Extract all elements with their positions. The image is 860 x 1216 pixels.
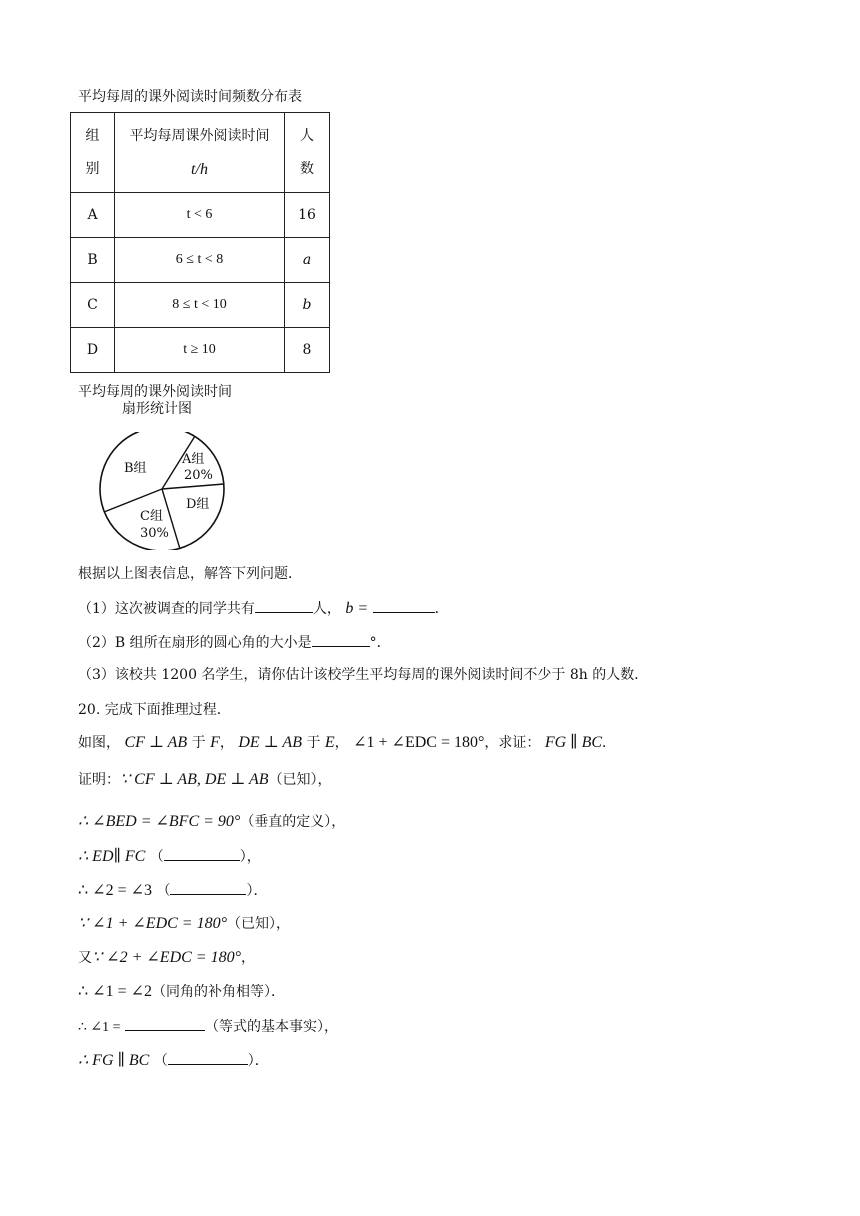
answer-blank[interactable] — [168, 1050, 248, 1065]
proof-6-also: 又 — [78, 950, 92, 966]
proof-9-math: ∴ FG ∥ BC — [78, 1052, 150, 1069]
range-cell: t ≥ 10 — [115, 328, 285, 373]
pie-label-c: C组 — [140, 509, 163, 524]
proof-1-math: ∵ CF ⊥ AB, DE ⊥ AB — [120, 771, 269, 788]
pie-subtitle: 扇形统计图 — [122, 401, 192, 417]
pie-label-a: A组 — [182, 452, 205, 467]
range-cell: 6 ≤ t < 8 — [115, 238, 285, 283]
table-row — [71, 283, 330, 328]
answer-blank[interactable] — [373, 598, 435, 613]
group-cell: D — [71, 328, 115, 373]
frequency-table — [70, 112, 330, 373]
proof-3-math: ∴ ED∥ FC — [78, 848, 146, 865]
proof-1-reason: （已知）， — [268, 772, 332, 788]
group-cell: C — [71, 283, 115, 328]
proof-5-reason: （已知）， — [226, 916, 290, 932]
q20-given-de: DE ⊥ AB — [238, 734, 302, 751]
q20-given-comma2: ， — [334, 735, 349, 751]
count-cell: a — [285, 238, 330, 283]
proof-8-math: ∴ ∠1 = — [78, 1020, 121, 1035]
proof-9-open: （ — [153, 1053, 168, 1069]
q20-given-e: E — [324, 734, 335, 751]
answer-blank[interactable] — [125, 1016, 205, 1031]
count-cell: b — [285, 283, 330, 328]
proof-line-5 — [78, 914, 290, 934]
pie-label-b: B组 — [124, 461, 147, 476]
proof-9-close: ）． — [247, 1053, 269, 1069]
header-count-line1: 人 — [300, 127, 314, 144]
table-row — [71, 238, 330, 283]
table-header-row — [71, 113, 330, 193]
q19-part3: （3）该校共 1200 名学生，请你估计该校学生平均每周的课外阅读时间不少于 8h 的人数． — [78, 667, 649, 683]
q19-part2 — [78, 632, 391, 653]
q20-given — [78, 733, 616, 753]
header-time-unit: t/h — [191, 160, 208, 178]
q19-p2-text: （2）B 组所在扇形的圆心角的大小是 — [78, 635, 312, 651]
header-time — [115, 113, 285, 193]
proof-line-1 — [78, 770, 332, 790]
header-count-line2: 数 — [300, 160, 314, 177]
count-cell: 8 — [285, 328, 330, 373]
header-group — [71, 113, 115, 193]
q19-p1-unit: 人， — [312, 601, 341, 617]
proof-line-8 — [78, 1016, 338, 1038]
proof-line-3 — [78, 846, 261, 867]
table-title: 平均每周的课外阅读时间频数分布表 — [78, 89, 302, 105]
group-cell: B — [71, 238, 115, 283]
pie-percent-a: 20% — [184, 468, 213, 483]
range-cell: 8 ≤ t < 10 — [115, 283, 285, 328]
proof-4-open: （ — [156, 883, 171, 899]
header-time-line1: 平均每周课外阅读时间 — [129, 127, 270, 144]
proof-3-open: （ — [149, 849, 164, 865]
answer-blank[interactable] — [255, 598, 313, 613]
q19-intro: 根据以上图表信息，解答下列问题． — [78, 566, 302, 582]
proof-8-reason: （等式的基本事实）， — [205, 1019, 338, 1035]
answer-blank[interactable] — [164, 846, 240, 861]
proof-3-close: ）， — [239, 849, 261, 865]
proof-7-math: ∴ ∠1 = ∠2 — [78, 983, 153, 1000]
proof-line-2 — [78, 812, 345, 832]
table-row — [71, 328, 330, 373]
q20-given-f: F — [210, 734, 220, 751]
count-cell: 16 — [285, 193, 330, 238]
q20-given-at: 于 — [191, 735, 206, 751]
range-cell: t < 6 — [115, 193, 285, 238]
group-cell: A — [71, 193, 115, 238]
proof-4-math: ∴ ∠2 = ∠3 — [78, 882, 153, 899]
proof-label: 证明： — [78, 772, 120, 788]
q20-given-goal: FG ∥ BC — [544, 734, 603, 751]
q20-given-angle: ∠1 + ∠EDC = 180° — [353, 734, 485, 751]
q20-given-end: ． — [602, 735, 617, 751]
proof-6-math: ∵ ∠2 + ∠EDC = 180° — [92, 949, 241, 966]
proof-line-7 — [78, 982, 285, 1002]
proof-6-comma: ， — [240, 950, 255, 966]
q19-part1 — [78, 598, 449, 619]
pie-percent-c: 30% — [140, 526, 169, 541]
proof-line-9 — [78, 1050, 269, 1071]
q20-given-prove: ，求证： — [484, 735, 541, 751]
header-group-line2: 别 — [85, 160, 100, 177]
proof-2-reason: （垂直的定义）， — [240, 814, 346, 830]
proof-2-math: ∴ ∠BED = ∠BFC = 90° — [78, 813, 241, 830]
q19-p1-text: （1）这次被调查的同学共有 — [78, 601, 255, 617]
q19-p2-end: °． — [369, 635, 391, 651]
q19-p1-b-label: b = — [345, 600, 369, 617]
table-row — [71, 193, 330, 238]
q20-given-cf: CF ⊥ AB — [124, 734, 188, 751]
proof-4-close: ）． — [246, 883, 268, 899]
header-group-line1: 组 — [85, 127, 100, 144]
q20-heading: 20. 完成下面推理过程． — [78, 702, 231, 718]
header-count — [285, 113, 330, 193]
proof-line-6 — [78, 948, 255, 968]
proof-7-reason: （同角的补角相等）． — [152, 984, 286, 1000]
answer-blank[interactable] — [170, 880, 246, 895]
proof-line-4 — [78, 880, 267, 901]
q19-p1-end: ． — [434, 601, 449, 617]
q20-given-text: 如图， — [78, 735, 120, 751]
q20-given-at2: 于 — [306, 735, 321, 751]
answer-blank[interactable] — [312, 632, 370, 647]
pie-label-d: D组 — [186, 497, 210, 512]
proof-5-math: ∵ ∠1 + ∠EDC = 180° — [78, 915, 227, 932]
q20-given-comma: ， — [219, 735, 234, 751]
pie-title: 平均每周的课外阅读时间 — [78, 384, 232, 400]
